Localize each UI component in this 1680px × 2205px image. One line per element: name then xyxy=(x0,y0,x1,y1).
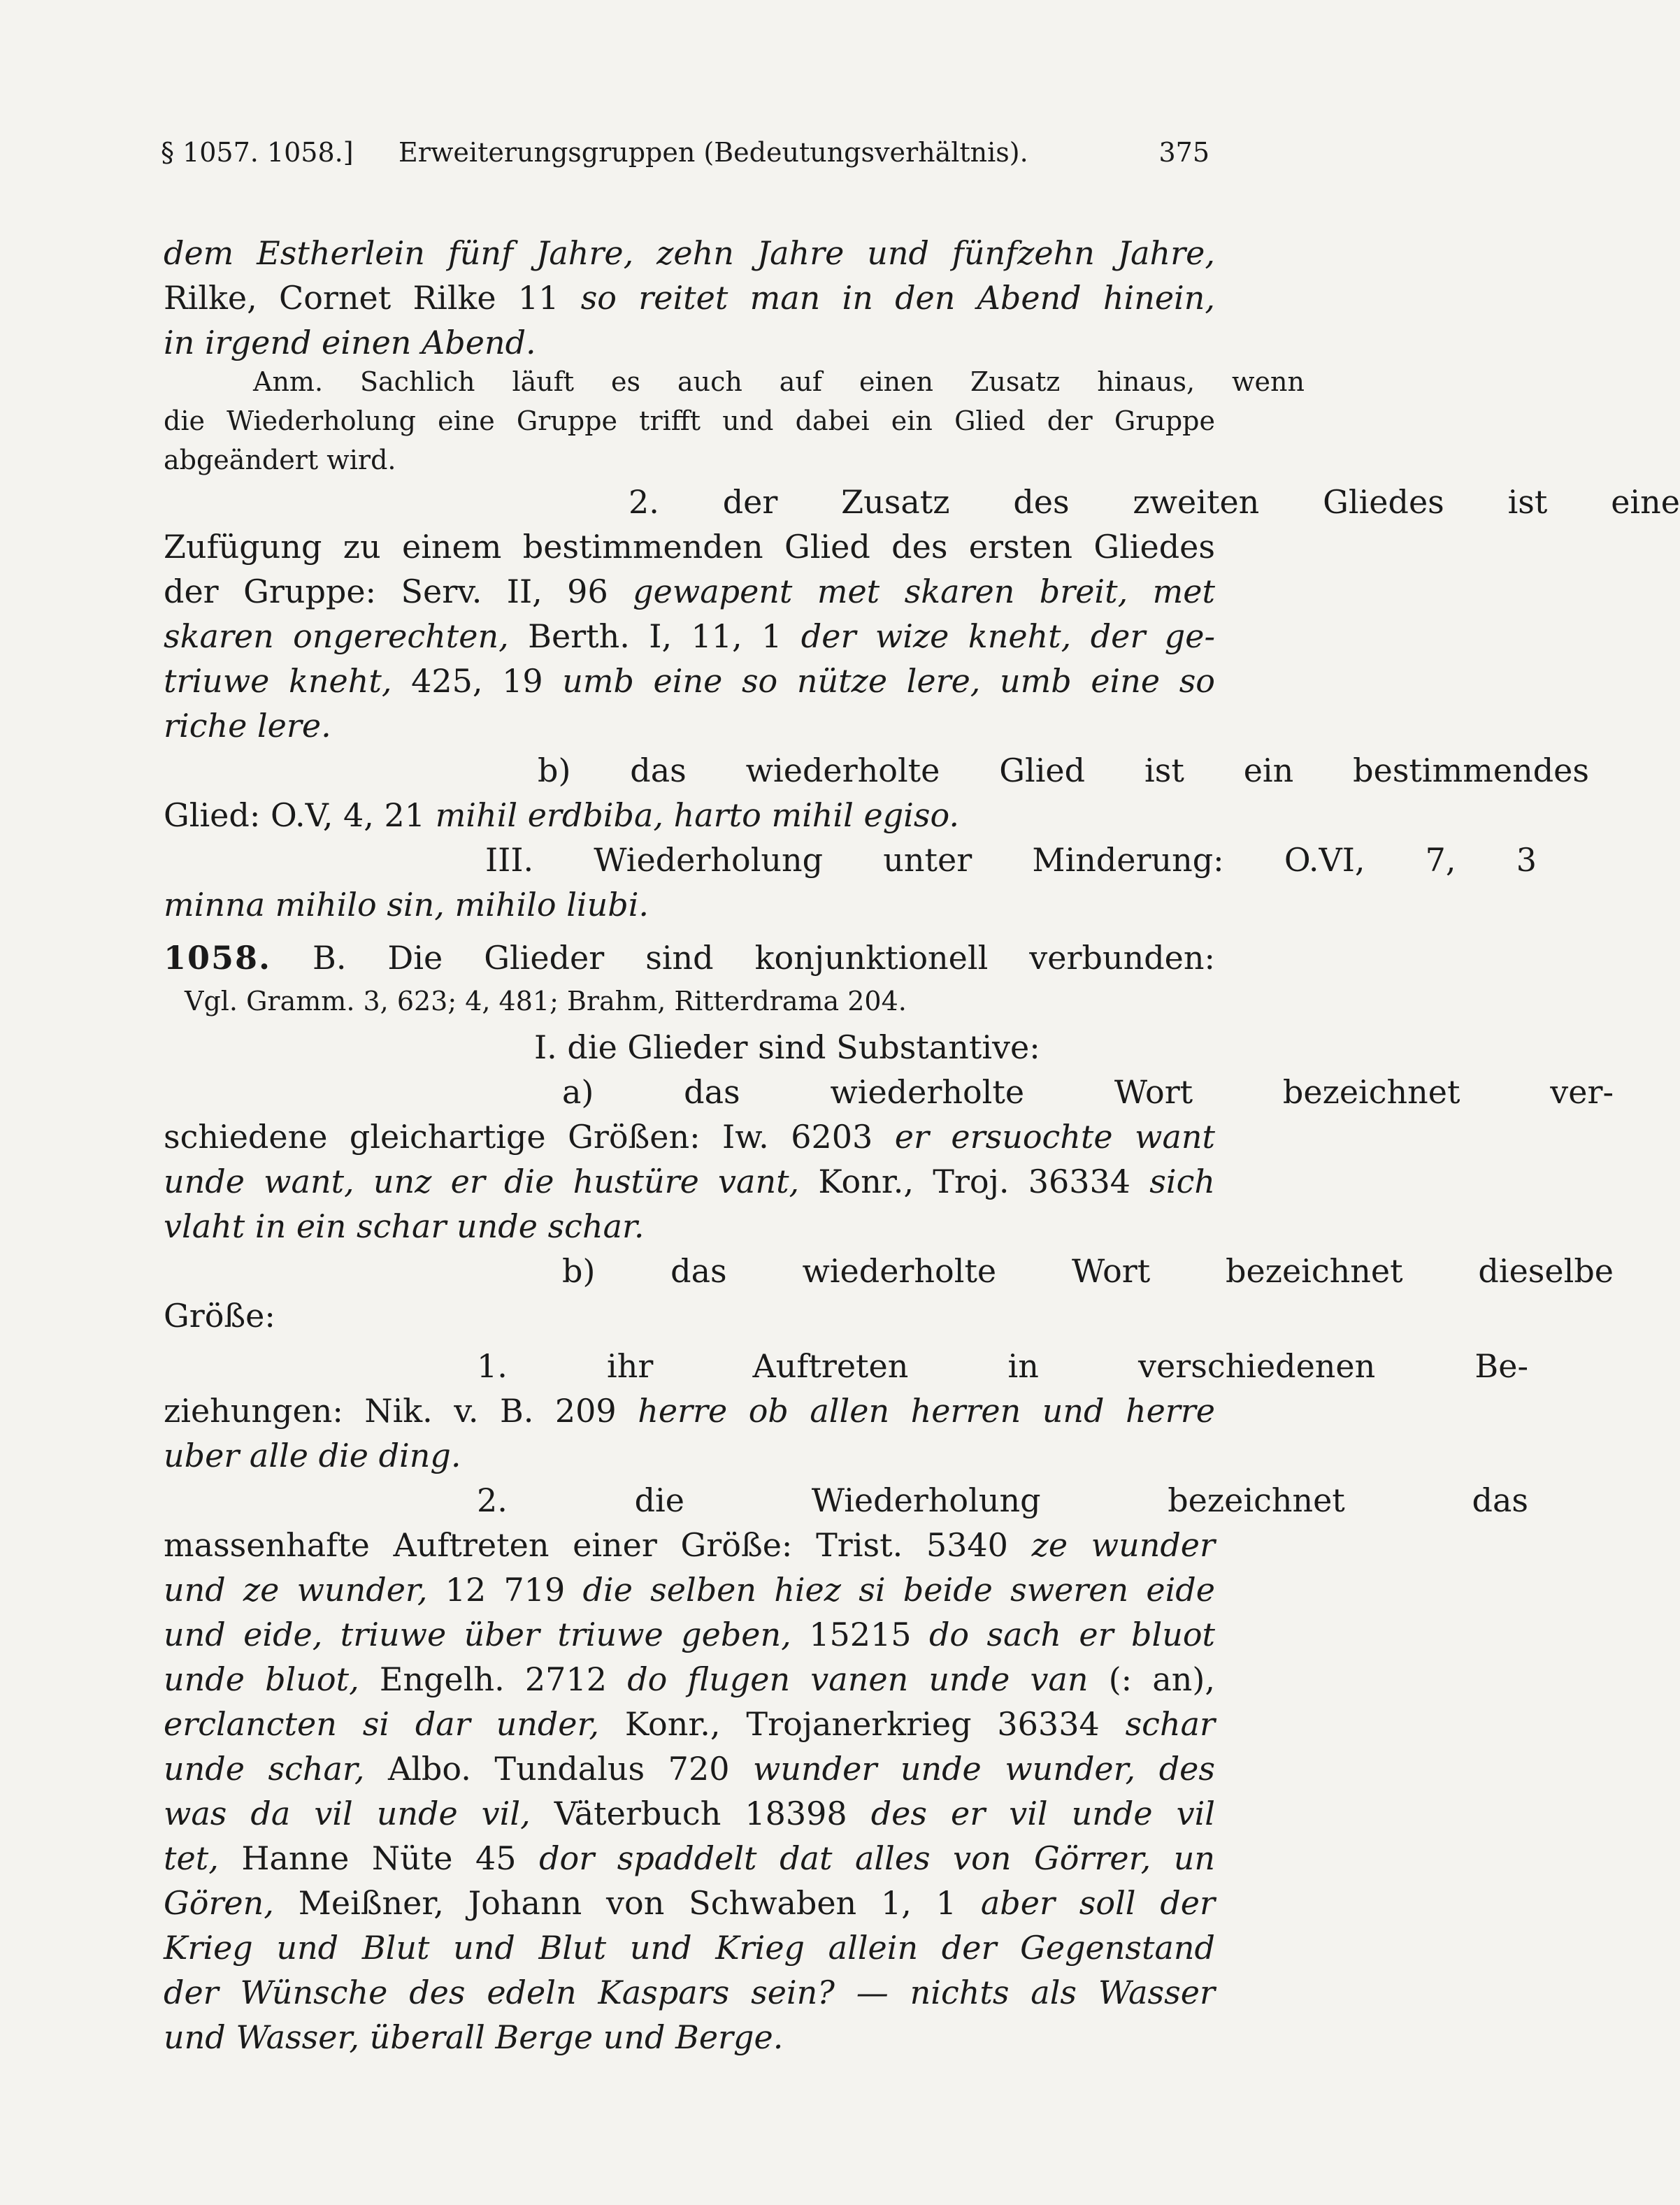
text-line: 2. die Wiederholung bezeichnet das xyxy=(477,1481,1528,1519)
text-line: riche lere. xyxy=(164,707,331,745)
text-line: dem Estherlein fünf Jahre, zehn Jahre und fünfzehn Jahre, xyxy=(164,234,1215,272)
note-line: Anm. Sachlich läuft es auch auf einen Zusatz hinaus, wenn xyxy=(253,366,1305,397)
text-line: unde want, unz er die hustüre vant, Konr., Troj. 36334 sich xyxy=(164,1163,1216,1200)
reference-line: Vgl. Gramm. 3, 623; 4, 481; Brahm, Ritterdrama 204. xyxy=(185,986,907,1017)
text-line: 1. ihr Auftreten in verschiedenen Be- xyxy=(477,1347,1528,1385)
text-line: massenhafte Auftreten einer Größe: Trist. 5340 ze wunder xyxy=(164,1526,1215,1564)
text-line: Krieg und Blut und Blut und Krieg allein der Gegenstand xyxy=(164,1929,1215,1967)
text-line: und Wasser, überall Berge und Berge. xyxy=(164,2018,784,2056)
text-line: minna mihilo sin, mihilo liubi. xyxy=(164,886,649,924)
text-line: der Wünsche des edeln Kaspars sein? — nichts als Wasser xyxy=(164,1974,1215,2011)
text-line: tet, Hanne Nüte 45 dor spaddelt dat alles von Görrer, un xyxy=(164,1839,1215,1877)
text-line: 2. der Zusatz des zweiten Gliedes ist eine xyxy=(629,483,1680,521)
text-line: Größe: xyxy=(164,1297,275,1335)
text-line: III. Wiederholung unter Minderung: O.VI, 7, 3 xyxy=(485,841,1537,879)
text-line: uber alle die ding. xyxy=(164,1437,461,1474)
text-line: b) das wiederholte Wort bezeichnet dieselbe xyxy=(562,1252,1614,1290)
text-line: Glied: O.V, 4, 21 mihil erdbiba, harto mihil egiso. xyxy=(164,796,959,834)
text-line: skaren ongerechten, Berth. I, 11, 1 der wize kneht, der ge- xyxy=(164,617,1215,655)
text-line: schiedene gleichartige Größen: Iw. 6203 er ersuochte want xyxy=(164,1118,1215,1156)
page-number: 375 xyxy=(1158,137,1209,168)
text-line: Gören, Meißner, Johann von Schwaben 1, 1 aber soll der xyxy=(164,1884,1215,1922)
text-line: a) das wiederholte Wort bezeichnet ver- xyxy=(562,1073,1614,1111)
text-line: ziehungen: Nik. v. B. 209 herre ob allen herren und herre xyxy=(164,1392,1216,1430)
text-line: erclancten si dar under, Konr., Trojanerkrieg 36334 schar xyxy=(164,1705,1215,1743)
text-line: vlaht in ein schar unde schar. xyxy=(164,1207,645,1245)
note-line: abgeändert wird. xyxy=(164,445,396,475)
text-line: unde bluot, Engelh. 2712 do flugen vanen unde van (: an), xyxy=(164,1660,1215,1698)
running-title: Erweiterungsgruppen (Bedeutungsverhältnis). xyxy=(399,137,1028,168)
text-line: und ze wunder, 12 719 die selben hiez si beide sweren eide xyxy=(164,1571,1215,1609)
section-reference: § 1057. 1058.] xyxy=(161,137,354,168)
text-line: Rilke, Cornet Rilke 11 so reitet man in den Abend hinein, xyxy=(164,279,1216,317)
running-header xyxy=(161,137,1209,176)
note-line: die Wiederholung eine Gruppe trifft und dabei ein Glied der Gruppe xyxy=(164,405,1215,436)
text-line: I. die Glieder sind Substantive: xyxy=(534,1028,1040,1066)
text-line: triuwe kneht, 425, 19 umb eine so nütze lere, umb eine so xyxy=(164,662,1216,700)
text-line: b) das wiederholte Glied ist ein bestimmendes xyxy=(538,752,1589,789)
section-heading-1058: 1058. B. Die Glieder sind konjunktionell verbunden: xyxy=(164,939,1215,977)
text-line: unde schar, Albo. Tundalus 720 wunder unde wunder, des xyxy=(164,1750,1215,1788)
text-line: Zufügung zu einem bestimmenden Glied des ersten Gliedes xyxy=(164,528,1215,566)
text-line: und eide, triuwe über triuwe geben, 15215 do sach er bluot xyxy=(164,1616,1215,1653)
text-line: in irgend einen Abend. xyxy=(164,324,536,361)
text-line: der Gruppe: Serv. II, 96 gewapent met skaren breit, met xyxy=(164,573,1215,610)
text-line: was da vil unde vil, Väterbuch 18398 des er vil unde vil xyxy=(164,1795,1215,1832)
